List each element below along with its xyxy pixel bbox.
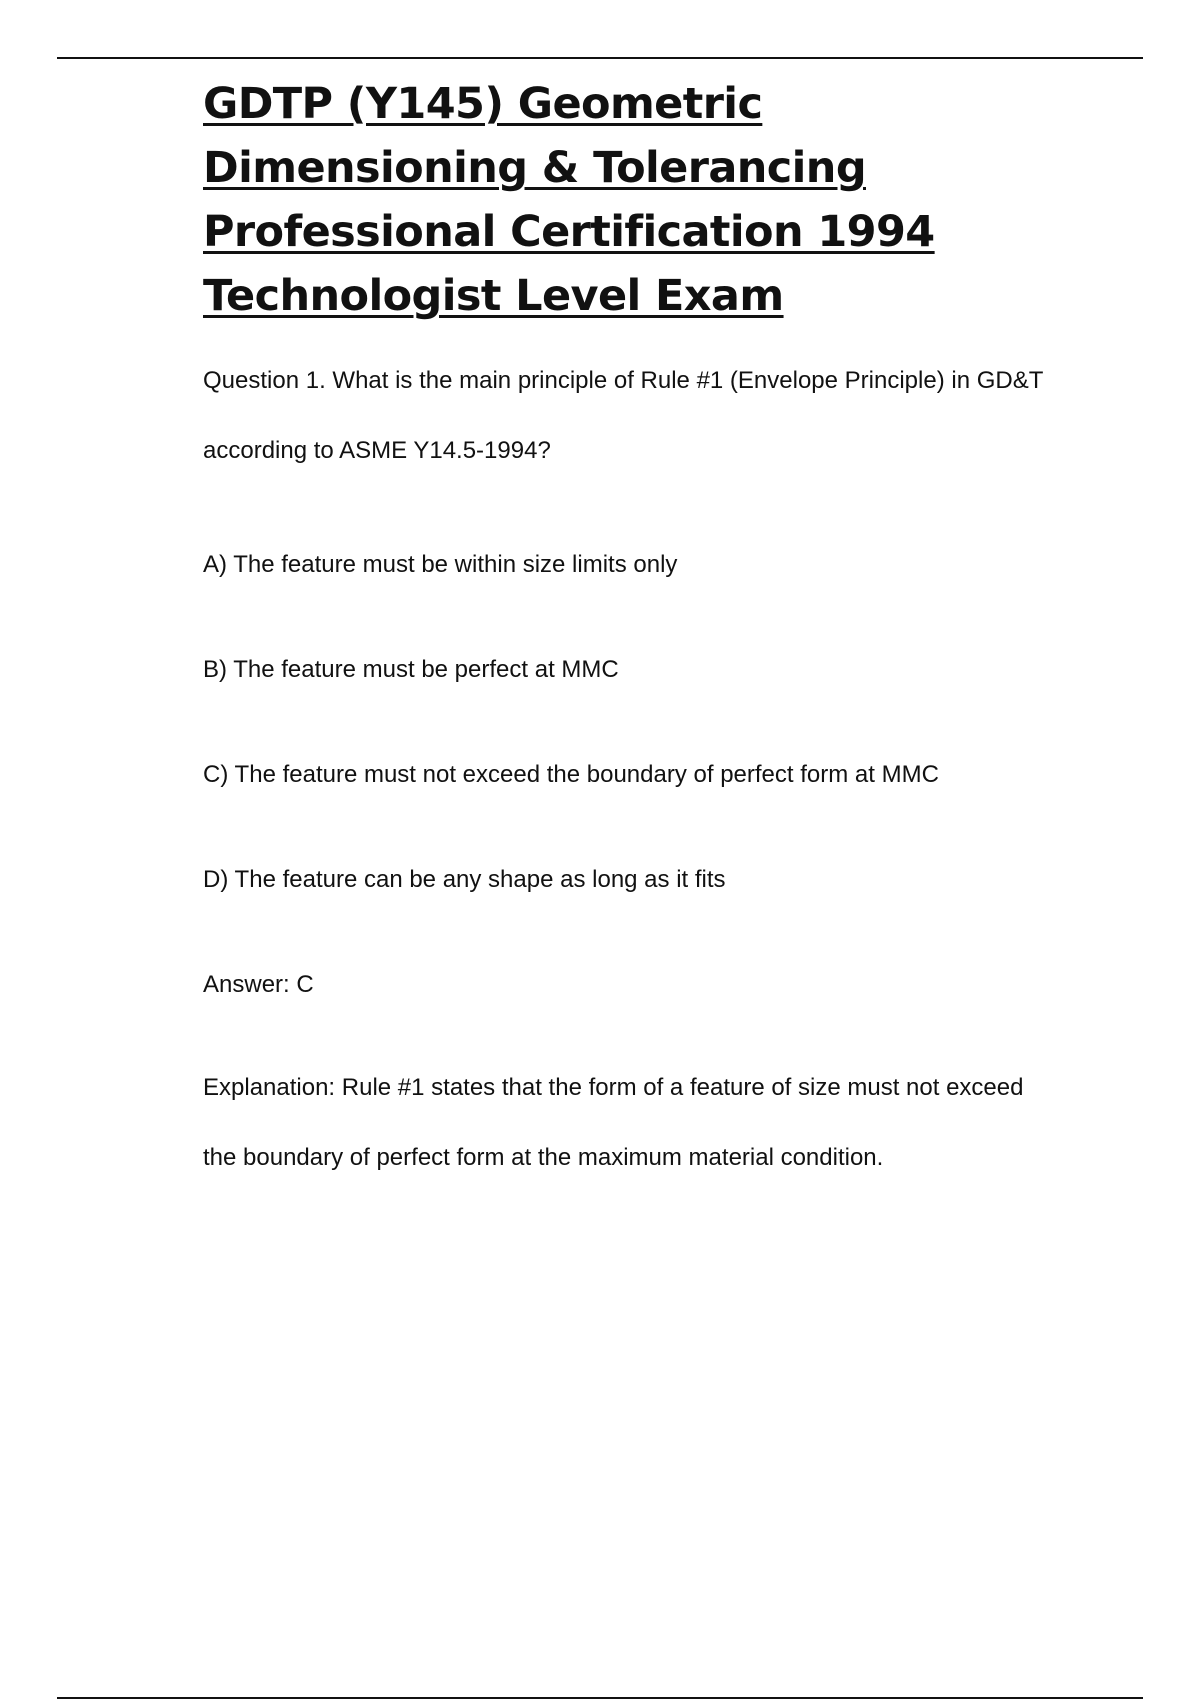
document-title-text: GDTP (Y145) Geometric Dimensioning & Tolerancing Professional Certification 1994 Technologist Level Exam bbox=[203, 79, 935, 321]
option-b: B) The feature must be perfect at MMC bbox=[203, 656, 619, 683]
bottom-rule bbox=[57, 1697, 1143, 1699]
option-d: D) The feature can be any shape as long as it fits bbox=[203, 866, 726, 893]
option-c: C) The feature must not exceed the boundary of perfect form at MMC bbox=[203, 761, 939, 788]
answer-text: Answer: C bbox=[203, 971, 314, 998]
question-text: Question 1. What is the main principle of Rule #1 (Envelope Principle) in GD&T according to ASME Y14.5-1994? bbox=[203, 367, 1043, 464]
options-list bbox=[203, 512, 1063, 932]
top-rule bbox=[57, 57, 1143, 59]
document-body bbox=[203, 72, 1063, 1193]
option-a: A) The feature must be within size limits only bbox=[203, 551, 678, 578]
document-title bbox=[203, 72, 1063, 328]
explanation-text: Explanation: Rule #1 states that the form of a feature of size must not exceed the boundary of perfect form at the maximum material condition. bbox=[203, 1074, 1024, 1171]
